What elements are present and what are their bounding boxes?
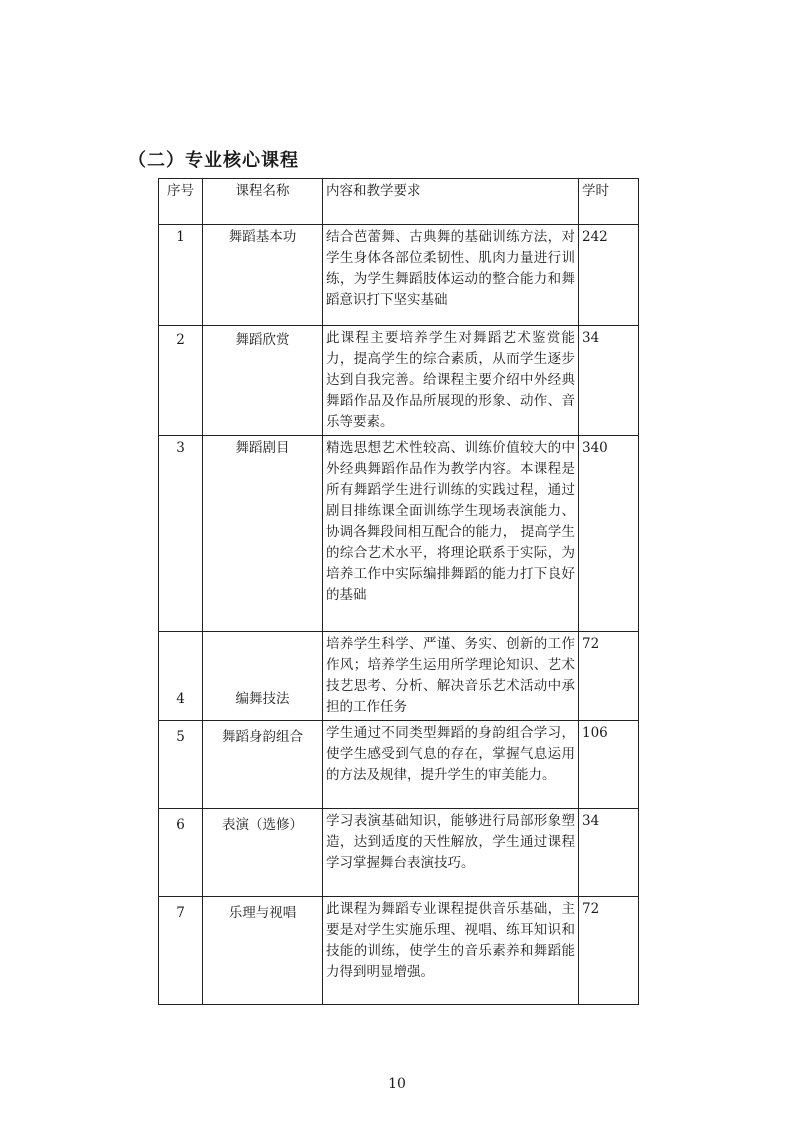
row-hours: 34	[579, 809, 639, 897]
row-course-name: 舞蹈身韵组合	[203, 721, 323, 809]
row-content: 学生通过不同类型舞蹈的身韵组合学习，使学生感受到气息的存在，掌握气息运用的方法及规律，提升学生的审美能力。	[323, 721, 579, 809]
table-row	[159, 225, 639, 326]
row-content: 此课程为舞蹈专业课程提供音乐基础，主要是对学生实施乐理、视唱、练耳知识和技能的训练，使学生的音乐素养和舞蹈能力得到明显增强。	[323, 897, 579, 1005]
row-no: 4	[159, 632, 203, 721]
row-content: 精选思想艺术性较高、训练价值较大的中外经典舞蹈作品作为教学内容。本课程是所有舞蹈学生进行训练的实践过程，通过剧目排练课全面训练学生现场表演能力、协调各舞段间相互配合的能力， 提高学生的综合艺术水平，将理论联系于实际，为培养工作中实际编排舞蹈的能力打下良好的基础	[323, 436, 579, 632]
row-content: 学习表演基础知识，能够进行局部形象塑造，达到适度的天性解放，学生通过课程学习掌握舞台表演技巧。	[323, 809, 579, 897]
header-hours: 学时	[579, 179, 639, 225]
table-row	[159, 436, 639, 632]
table-row	[159, 326, 639, 436]
page-number: 10	[388, 1076, 406, 1092]
row-hours: 106	[579, 721, 639, 809]
table-header-row	[159, 179, 639, 225]
row-content: 培养学生科学、严谨、务实、创新的工作作风；培养学生运用所学理论知识、艺术技艺思考、分析、解决音乐艺术活动中承担的工作任务	[323, 632, 579, 721]
table-row	[159, 897, 639, 1005]
row-course-name: 舞蹈剧目	[203, 436, 323, 632]
row-course-name: 乐理与视唱	[203, 897, 323, 1005]
table-row	[159, 632, 639, 721]
table-row	[159, 809, 639, 897]
row-content: 结合芭蕾舞、古典舞的基础训练方法，对学生身体各部位柔韧性、肌肉力量进行训练，为学生舞蹈肢体运动的整合能力和舞蹈意识打下坚实基础	[323, 225, 579, 326]
row-no: 1	[159, 225, 203, 326]
table-row	[159, 721, 639, 809]
row-no: 5	[159, 721, 203, 809]
row-hours: 340	[579, 436, 639, 632]
row-hours: 34	[579, 326, 639, 436]
row-course-name: 编舞技法	[203, 632, 323, 721]
row-no: 6	[159, 809, 203, 897]
row-course-name: 表演（选修）	[203, 809, 323, 897]
row-course-name: 舞蹈基本功	[203, 225, 323, 326]
row-hours: 72	[579, 632, 639, 721]
row-hours: 72	[579, 897, 639, 1005]
row-no: 3	[159, 436, 203, 632]
header-no: 序号	[159, 179, 203, 225]
header-course-name: 课程名称	[203, 179, 323, 225]
row-content: 此课程主要培养学生对舞蹈艺术鉴赏能力，提高学生的综合素质，从而学生逐步达到自我完善。给课程主要介绍中外经典舞蹈作品及作品所展现的形象、动作、音乐等要素。	[323, 326, 579, 436]
section-title: （二）专业核心课程	[128, 150, 299, 171]
header-content: 内容和教学要求	[323, 179, 579, 225]
row-hours: 242	[579, 225, 639, 326]
row-course-name: 舞蹈欣赏	[203, 326, 323, 436]
core-courses-table	[158, 178, 639, 1005]
row-no: 7	[159, 897, 203, 1005]
row-no: 2	[159, 326, 203, 436]
